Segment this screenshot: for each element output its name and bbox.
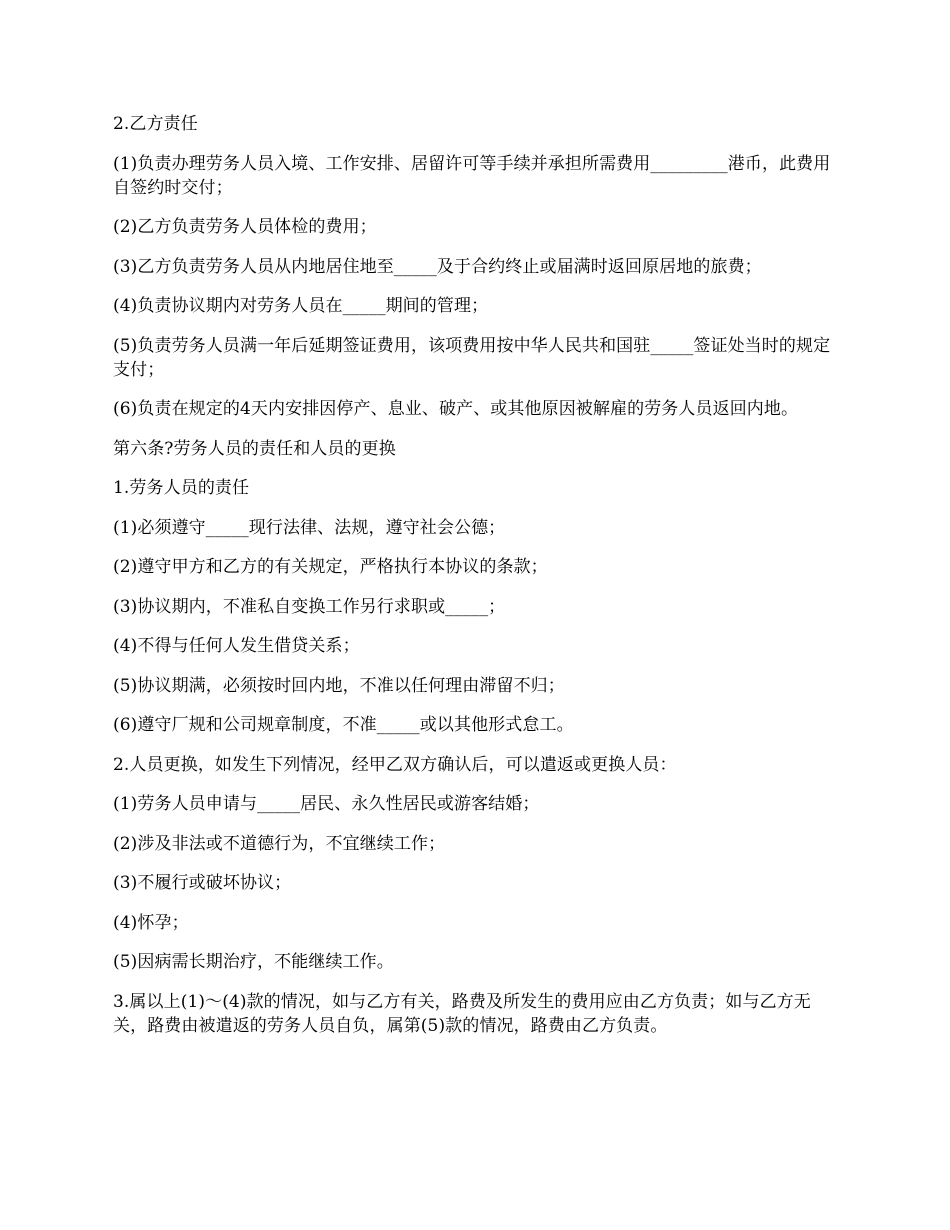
clause-w-2: (2)遵守甲方和乙方的有关规定，严格执行本协议的条款；: [113, 557, 548, 577]
clause-w-6: (6)遵守厂规和公司规章制度，不准_____或以其他形式怠工。: [113, 715, 574, 735]
clause-r-4: (4)怀孕；: [113, 912, 189, 933]
clause-w-3: (3)协议期内，不准私自变换工作另行求职或_____；: [113, 596, 506, 617]
clause-b-4: (4)负责协议期内对劳务人员在_____期间的管理；: [113, 296, 489, 316]
clause-travel-expenses: 3.属以上(1)～(4)款的情况，如与乙方有关，路费及所发生的费用应由乙方负责；如与乙方无关，路费由被遣返的劳务人员自负，属第(5)款的情况，路费由乙方负责。: [113, 991, 811, 1036]
clause-b-2: (2)乙方负责劳务人员体检的费用；: [113, 217, 377, 237]
clause-b-1: (1)负责办理劳务人员入境、工作安排、居留许可等手续并承担所需费用_________港币，此费用自签约时交付；: [113, 153, 831, 198]
clause-r-1: (1)劳务人员申请与_____居民、永久性居民或游客结婚；: [113, 794, 540, 814]
section-heading-party-b-responsibilities: 2.乙方责任: [113, 114, 198, 134]
clause-w-1: (1)必须遵守_____现行法律、法规，遵守社会公德；: [113, 517, 506, 538]
clause-b-6: (6)负责在规定的4天内安排因停产、息业、破产、或其他原因被解雇的劳务人员返回内地。: [113, 399, 799, 419]
clause-r-2: (2)涉及非法或不道德行为，不宜继续工作；: [113, 833, 446, 854]
clause-b-3: (3)乙方负责劳务人员从内地居住地至_____及于合约终止或届满时返回原居地的旅费；: [113, 256, 762, 277]
clause-w-5: (5)协议期满，必须按时回内地，不准以任何理由滞留不归；: [113, 675, 565, 696]
article-six-title: 第六条?劳务人员的责任和人员的更换: [113, 438, 396, 459]
section-heading-personnel-replacement: 2.人员更换，如发生下列情况，经甲乙双方确认后，可以遣返或更换人员：: [113, 754, 677, 775]
section-heading-worker-responsibilities: 1.劳务人员的责任: [113, 478, 250, 498]
clause-r-5: (5)因病需长期治疗，不能继续工作。: [113, 952, 394, 972]
clause-b-5: (5)负责劳务人员满一年后延期签证费用，该项费用按中华人民共和国驻_____签证处当时的规定支付；: [113, 335, 831, 380]
clause-w-4: (4)不得与任何人发生借贷关系；: [113, 636, 360, 656]
clause-r-3: (3)不履行或破坏协议；: [113, 873, 292, 893]
document-body: [113, 112, 833, 1053]
